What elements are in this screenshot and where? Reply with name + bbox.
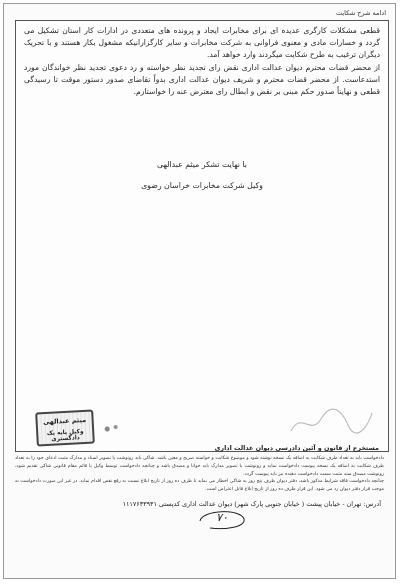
closing-line: با نهایت تشکر میثم عبدالهی — [157, 160, 247, 169]
complaint-body-text — [24, 25, 380, 98]
footer-note-1: دادخواست باید به تعداد طرف شکایت به اضافه یک نسخه نوشته شود و موضوع شکایت و خواسته صریح و معین باشد. شاکی باید رونوشت یا تصویر اسناد و مدارک مثبت ادعای خود را به تعداد طرف شکایت به اضافه یک نسخه پیوست دادخواست نماید و رونوشت یا تصویر مدارک باید خوانا و مصدق باشد و چنانچه دادخواست توسط وکیل یا قائم مقام قانونی شاکی تقدیم شود، رونوشت مصدق سند مثبت سمت دادخواست دهنده نیز باید پیوست گردد. — [15, 456, 384, 477]
signer-title: وکیل شرکت مخابرات خراسان رضوی — [141, 181, 263, 190]
stamp-ink-marks — [96, 419, 124, 439]
footer-legal-notes — [15, 455, 384, 494]
stamp-title: وکیل پایه یک دادگستری — [46, 429, 84, 443]
footer-heading: مستخرج از قانون و آئین دادرسی دیوان عدالت اداری — [214, 444, 379, 452]
handwritten-signature — [286, 401, 376, 441]
form-section-label: ادامه شرح شکایت — [335, 9, 386, 17]
stamp-name: میثم عبدالهی — [42, 415, 87, 427]
footer-note-2: چنانچه دادخواست فاقد شرایط مذکور باشد، دفتر دیوان ظرف پنج روز به شاکی اخطار می نماید تا ظرف ده روز از تاریخ ابلاغ نسبت به رفع نقص اقدام نماید. در غیر این صورت دادخواست به موجب قرار دفتر دیوان رد می شود. این قرار ظرف ده روز از تاریخ ابلاغ قابل اعتراض است. — [15, 479, 384, 493]
page-number: ۷۰ — [216, 511, 228, 524]
lawyer-stamp — [35, 410, 95, 447]
document-page — [3, 3, 396, 579]
court-address: آدرس: تهران - خیابان پیشت ( خیابان جنوبی پارک شهر) دیوان عدالت اداری کدپستی ۱۱۱۷۶۳۳۹۳۱ — [122, 500, 381, 508]
complaint-continuation-box — [15, 20, 389, 452]
body-paragraph-1: قطعی مشکلات کارگری عدیده ای برای مخابرات ایجاد و پرونده های متعددی در ادارات کار استان تشکیل می گردد و خسارات مادی و معنوی فراوانی به شرکت مخابرات و سایر کارگزارانیکه مشغول بکار هستند و با تحریک دیگران ترغیب به طرح شکایت میگردند وارد خواهد آمد. — [24, 26, 380, 60]
body-paragraph-2: از محضر قضات محترم دیوان عدالت اداری نقض رای تجدید نظر خواسته و رد دعوی تجدید نظر خواندگان مورد استدعاست. از محضر قضات محترم و شریف دیوان عدالت اداری بدواً تقاضای صدور دستور موقت تا رسیدگی قطعی و نهایتاً صدور حکم مبنی بر نقض و ابطال رای معترض عنه را خواستارم. — [24, 62, 380, 97]
